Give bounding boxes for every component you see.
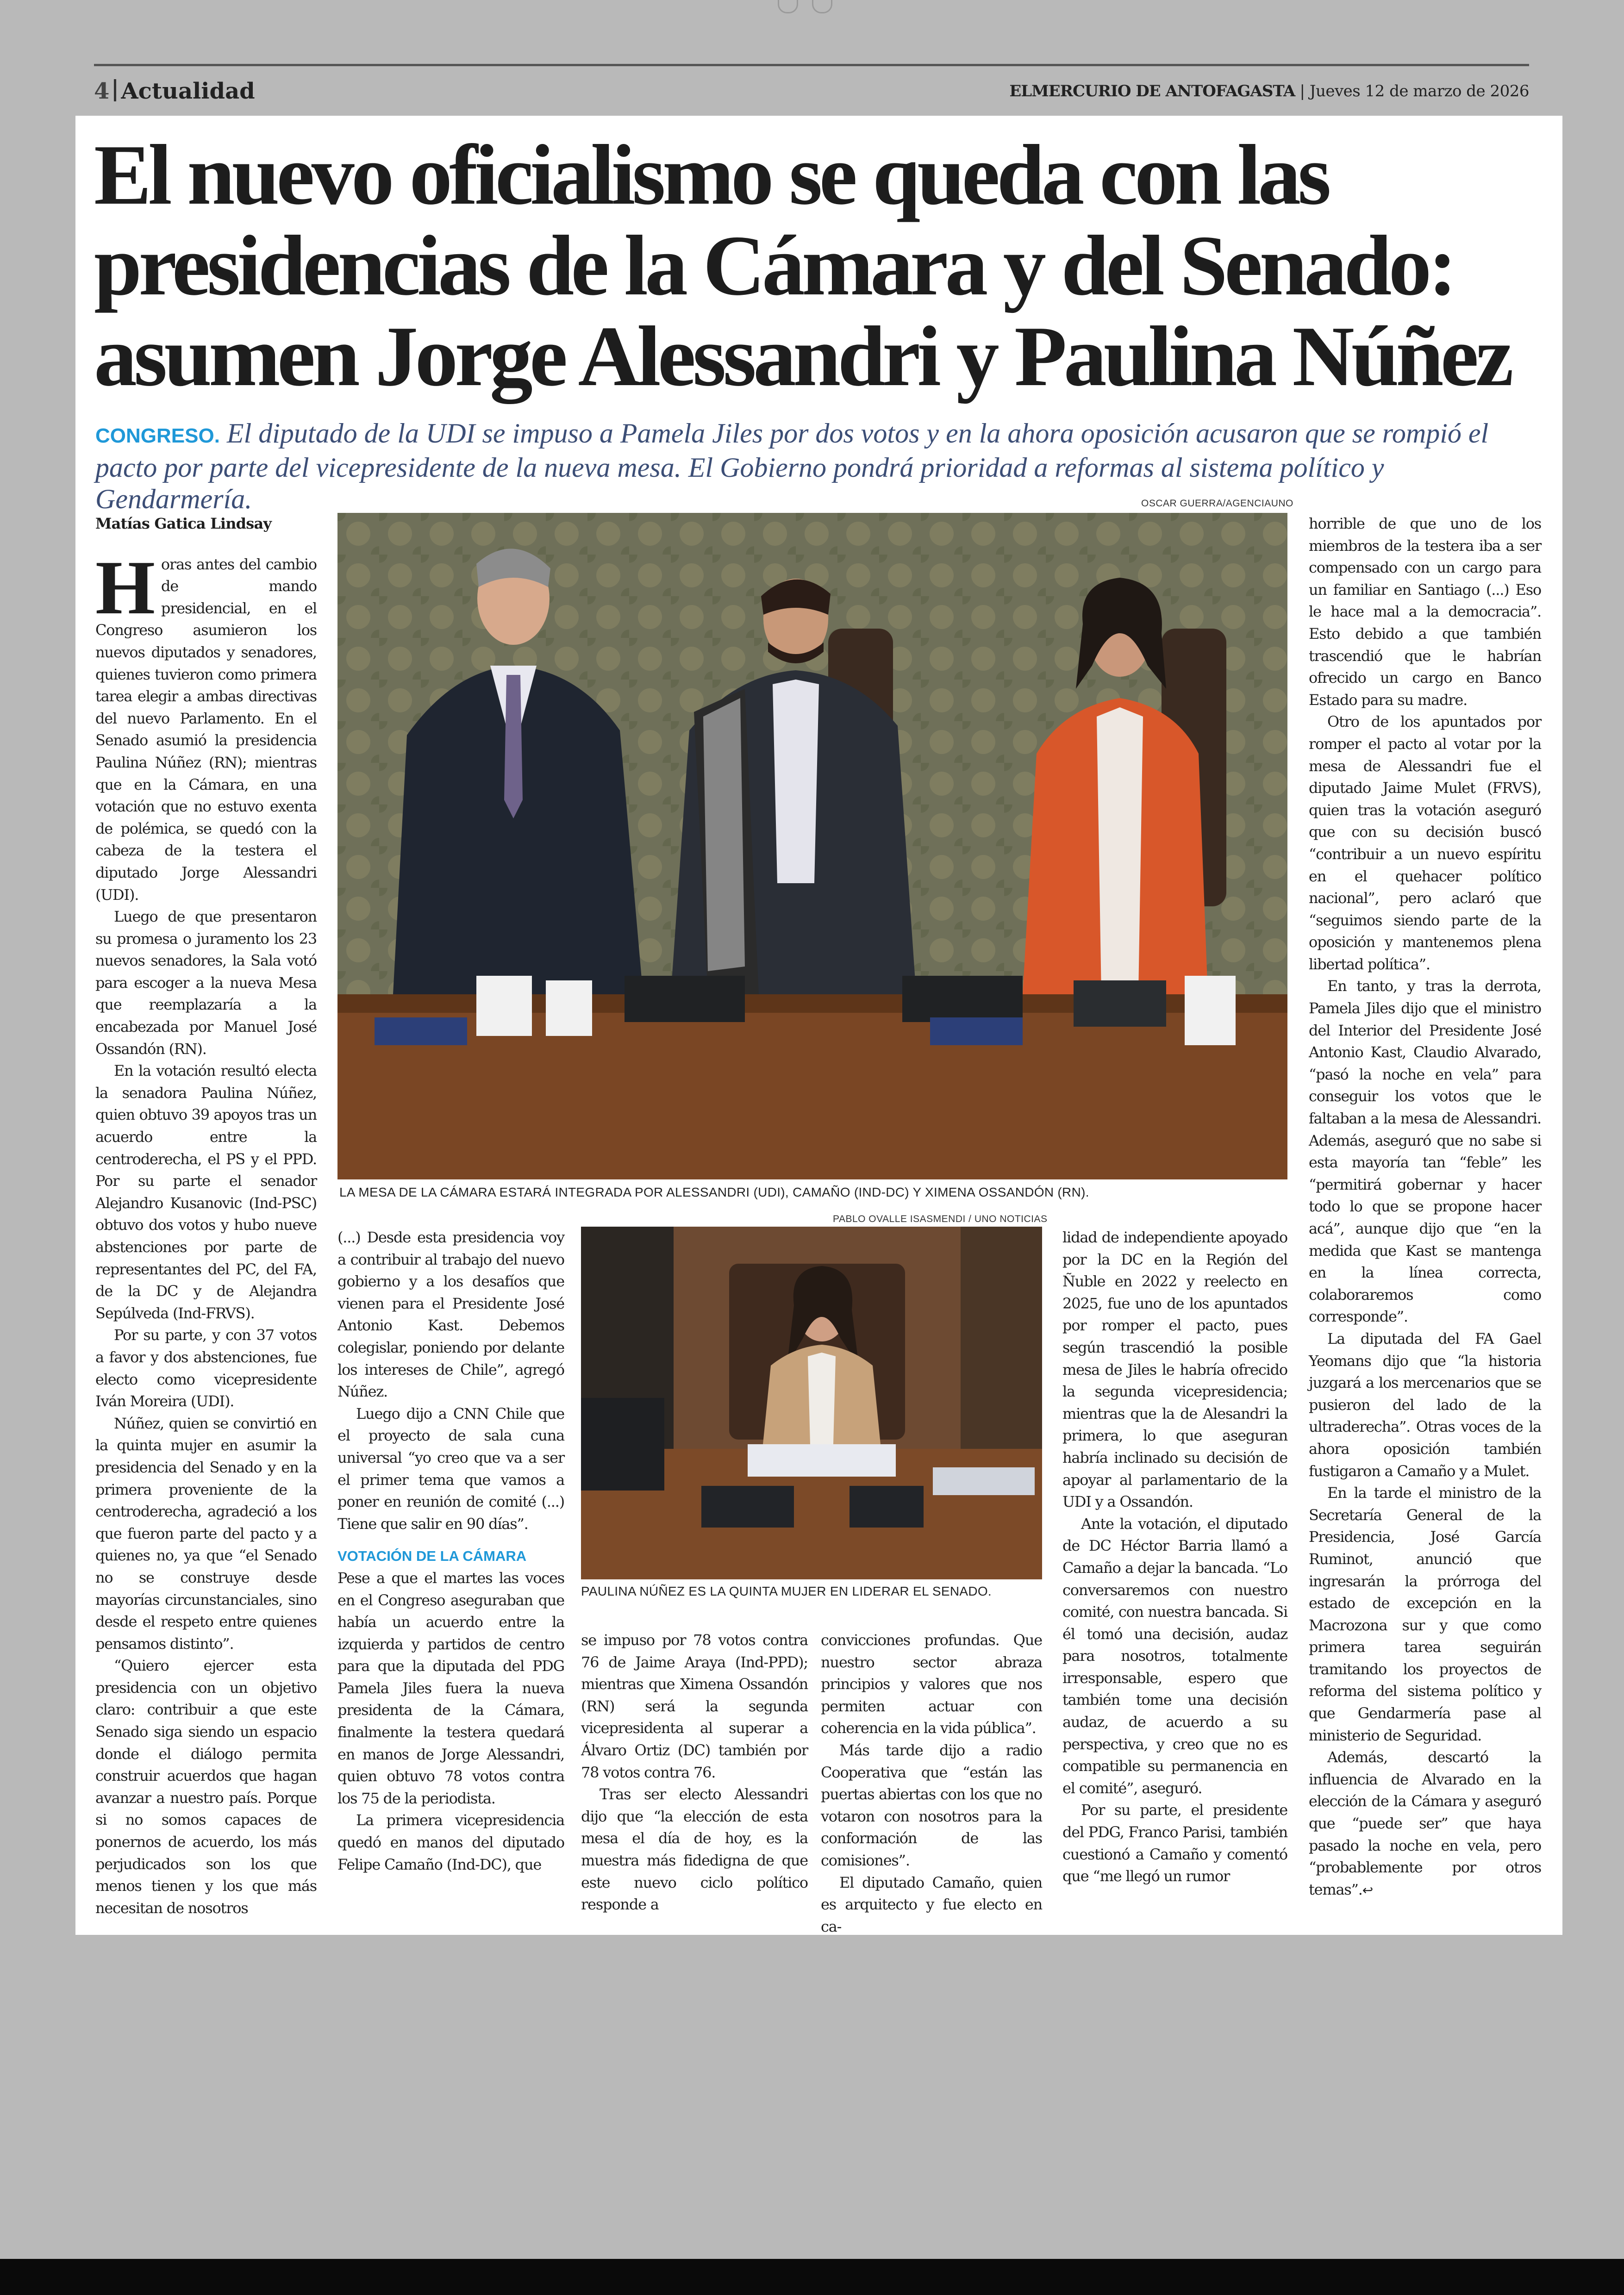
paragraph: Tras ser electo Alessandri dijo que “la elección de esta mesa el día de hoy, es la muestra más fidedigna de que este nuevo ciclo político responde a (581, 1785, 808, 1914)
paragraph: convicciones profundas. Que nuestro sector abraza principios y valores que nos permiten actuar con coherencia en la vida pública”. (821, 1631, 1042, 1737)
drop-cap: H (95, 544, 155, 630)
headline-line: El nuevo oficialismo se queda con las (94, 127, 1328, 223)
paragraph: En tanto, y tras la derrota, Pamela Jiles dijo que el ministro del Interior del Presidente José Antonio Kast, Claudio Alvarado, “pasó la noche en vela” para conseguir los votos que le faltaban a la mesa de Alessandri. Además, aseguró que no sabe si esta mayoría tan “feble” les “permitirá gobernar y hacer todo lo que se propone hacer acá”, aunque dijo que “en la medida que Kast se mantenga en la línea correcta, colaboraremos como corresponde”. (1309, 977, 1541, 1326)
photo-credit: PABLO OVALLE ISASMENDI / UNO NOTICIAS (833, 1214, 1048, 1224)
viewer-bottom-bar (0, 2259, 1624, 2295)
paragraph: En la votación resultó electa la senadora Paulina Núñez, quien obtuvo 39 apoyos tras un acuerdo entre la centroderecha, el PS y el PPD. Por su parte el senador Alejandro Kusanovic (Ind-PSC) obtuvo dos votos y hubo nueve abstenciones por parte de representantes del PC, del FA, de la DC y de Alejandra Sepúlveda (Ind-FRVS). (95, 1062, 317, 1322)
page-number: 4 (94, 78, 110, 104)
paragraph: Pese a que el martes las voces en el Congreso aseguraban que había un acuerdo entre la izquierda y partidos de centro para que la diputada del PDG Pamela Jiles fuera la nueva presidenta de la Cámara, finalmente la testera quedará en manos de Jorge Alessandri, quien obtuvo 78 votos contra los 75 de la periodista. (337, 1569, 564, 1807)
page-dot (778, 0, 798, 13)
article-column-5 (1062, 1227, 1287, 1926)
byline: Matías Gatica Lindsay (95, 515, 272, 532)
paragraph: Núñez, quien se convirtió en la quinta mujer en asumir la presidencia del Senado y en la primera proveniente de la centroderecha, agradeció a los que fueron parte del pacto y a quienes no, ya que “el Senado no se construye desde mayorías circunstanciales, sino desde el respeto entre quienes pensamos distinto”. (95, 1414, 317, 1653)
paragraph-text: oras antes del cambio de mando presidencial, en el Congreso asumieron los nuevos diputados y senadores, quienes tuvieron como primera tarea elegir a ambas directivas del nuevo Parlamento. En el Senado asumió la presidencia Paulina Núñez (RN); mientras que en la Cámara, en una votación que no estuvo exenta de polémica, se quedó con la cabeza de la testera el diputado Jorge Alessandri (UDI). (95, 555, 317, 904)
article-column-4 (821, 1629, 1042, 1935)
section-name: Actualidad (121, 78, 255, 104)
headline (94, 127, 1548, 404)
paragraph: El diputado Camaño, quien es arquitecto y fue electo en ca- (821, 1873, 1042, 1935)
page-dot (812, 0, 832, 13)
paragraph: Otro de los apuntados por romper el pacto al votar por la mesa de Alessandri fue el diputado Jaime Mulet (FRVS), quien tras la votación aseguró que con su decisión buscó “contribuir a un nuevo espíritu en el quehacer político nacional”, pero aclaró que “seguimos siendo parte de la oposición y mantenemos plena libertad política”. (1309, 713, 1541, 973)
paragraph: Ante la votación, el diputado de DC Héctor Barria llamó a Camaño a dejar la bancada. “Lo conversaremos con nuestro comité, con nuestra bancada. Si él tomó una decisión, audaz para nosotros, totalmente irresponsable, espero que también tome una decisión audaz, de acuerdo a su perspectiva, y creo que no es compatible su permanencia en el comité”, aseguró. (1062, 1515, 1287, 1797)
paragraph: La diputada del FA Gael Yeomans dijo que “la historia juzgará a los mercenarios que se pusieron del lado de la ultraderecha”. Otras voces de la ahora oposición también fustigaron a Camaño y a Mulet. (1309, 1329, 1541, 1480)
article-column-1 (95, 513, 317, 1925)
paragraph: La primera vicepresidencia quedó en manos del diputado Felipe Camaño (Ind-DC), que (337, 1811, 564, 1873)
paragraph: Por su parte, el presidente del PDG, Franco Parisi, también cuestionó a Camaño y comentó que “me llegó un rumor (1062, 1801, 1287, 1885)
photo-chamber-board (337, 513, 1287, 1179)
issue-date: Jueves 12 de marzo de 2026 (1309, 82, 1529, 100)
photo-caption: LA MESA DE LA CÁMARA ESTARÁ INTEGRADA POR ALESSANDRI (UDI), CAMAÑO (IND-DC) Y XIMENA OSSANDÓN (RN). (339, 1185, 1089, 1199)
paragraph: En la tarde el ministro de la Secretaría General de la Presidencia, José García Ruminot, anunció que ingresarán la prórroga del estado de excepción en la Macrozona sur y que como primera tarea seguirán tramitando los proyectos de reforma del sistema político y que Gendarmería pase al ministerio de Seguridad. (1309, 1484, 1541, 1744)
headline-line: asumen Jorge Alessandri y Paulina Núñez (94, 309, 1511, 404)
paragraph: horrible de que uno de los miembros de la testera iba a ser compensado con un cargo para un familiar en Santiago (...) Eso le hace mal a la democracia”. Esto debido a que también trascendió que le habrían ofrecido un cargo en Banco Estado para su madre. (1309, 515, 1541, 709)
paragraph-text: Además, descartó la influencia de Alvarado en la elección de la Cámara y aseguró que “puede ser” que haya pasado la noche en vela, pero “probablemente por otros temas”. (1309, 1748, 1541, 1898)
lead-paragraph (95, 418, 1544, 515)
subheading: VOTACIÓN DE LA CÁMARA (337, 1548, 527, 1565)
photo-senate-president (581, 1227, 1042, 1579)
paragraph: lidad de independiente apoyado por la DC en la Región del Ñuble en 2022 y reelecto en 2025, fue uno de los apuntados por romper el pacto, pues según trascendió la posible mesa de Jiles le habría ofrecido la segunda vicepresidencia; mientras que la de Alesandri la primera, lo que aseguran habría inclinado su decisión de apoyar al parlamentario de la UDI y a Ossandón. (1062, 1229, 1287, 1511)
page-header (94, 64, 1529, 118)
article-column-6 (1309, 513, 1541, 1925)
photo-senate-president-image (581, 1227, 1042, 1579)
viewer-page-indicator (778, 0, 843, 14)
section-label (94, 78, 255, 104)
article-column-2 (337, 1227, 564, 1926)
photo-credit: OSCAR GUERRA/AGENCIAUNO (1141, 498, 1293, 509)
paragraph: (...) Desde esta presidencia voy a contribuir al trabajo del nuevo gobierno y a los desafíos que vienen para el Presidente José Antonio Kast. Debemos colegislar, poniendo por delante los intereses de Chile”, agregó Núñez. (337, 1229, 564, 1401)
paragraph (1309, 1746, 1541, 1901)
newspaper-page (75, 116, 1562, 1935)
kicker: CONGRESO. (95, 424, 220, 447)
paragraph: Más tarde dijo a radio Cooperativa que “están las puertas abiertas con los que no votaron con nosotros para la conformación de las comisiones”. (821, 1741, 1042, 1869)
paragraph: Luego de que presentaron su promesa o juramento los 23 nuevos senadores, la Sala votó para escoger a la nueva Mesa que reemplazaría a la encabezada por Manuel José Ossandón (RN). (95, 908, 317, 1058)
newspaper-info: ELMERCURIO DE ANTOFAGASTA | Jueves 12 de marzo de 2026 (1009, 82, 1529, 100)
photo-caption: PAULINA NÚÑEZ ES LA QUINTA MUJER EN LIDERAR EL SENADO. (581, 1584, 992, 1598)
paragraph (95, 544, 317, 906)
headline-line: presidencias de la Cámara y del Senado: (94, 218, 1454, 313)
divider (114, 79, 116, 101)
paragraph: se impuso por 78 votos contra 76 de Jaime Araya (Ind-PPD); mientras que Ximena Ossandón (RN) será la segunda vicepresidenta al superar a Álvaro Ortiz (DC) también por 78 votos contra 76. (581, 1631, 808, 1781)
end-mark-icon: ↩ (1362, 1883, 1373, 1897)
paragraph: Por su parte, y con 37 votos a favor y dos abstenciones, fue electo como vicepresidente Iván Moreira (UDI). (95, 1326, 317, 1410)
paragraph: “Quiero ejercer esta presidencia con un objetivo claro: contribuir a que este Senado siga siendo un espacio donde el diálogo permita construir acuerdos que hagan avanzar a nuestro país. Porque si no somos capaces de ponernos de acuerdo, los más perjudicados son los que menos tienen y los que más necesitan de nosotros (95, 1657, 317, 1917)
article-column-3 (581, 1629, 808, 1926)
paragraph: Luego dijo a CNN Chile que el proyecto de sala cuna universal “yo creo que va a ser el primer tema que vamos a poner en reunión de comité (...) Tiene que salir en 90 días”. (337, 1404, 564, 1533)
lead-text: El diputado de la UDI se impuso a Pamela Jiles por dos votos y en la ahora oposición acusaron que se rompió el pacto por parte del vicepresidente de la nueva mesa. El Gobierno pondrá prioridad a reformas al sistema político y Gendarmería. (95, 418, 1489, 514)
newspaper-name: ELMERCURIO DE ANTOFAGASTA (1009, 82, 1295, 100)
photo-chamber-board-image (337, 513, 1287, 1179)
